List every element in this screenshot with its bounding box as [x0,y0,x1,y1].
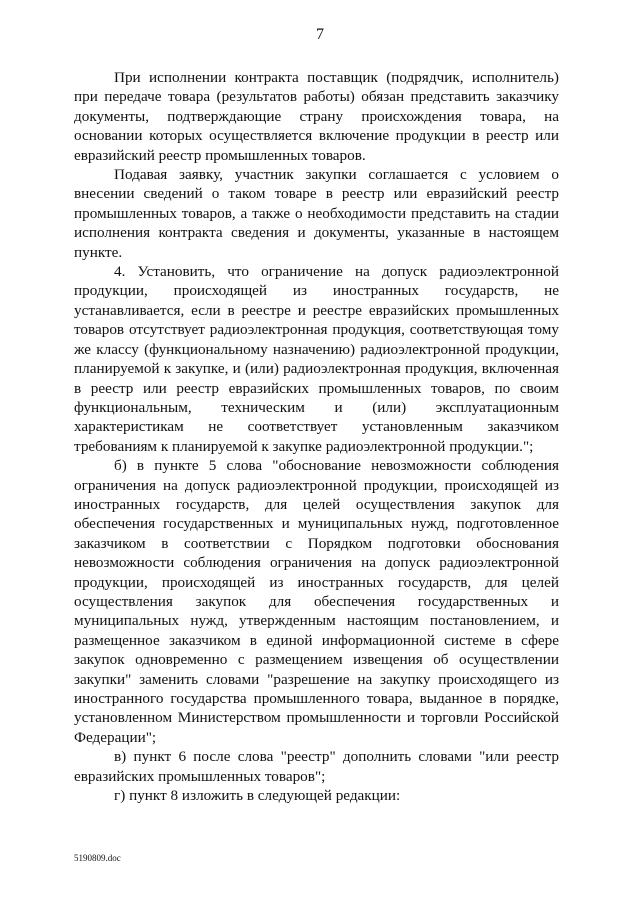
document-body [74,68,559,805]
file-name-footer: 5190809.doc [74,853,121,863]
paragraph-subitem-b: б) в пункте 5 слова "обоснование невозможности соблюдения ограничения на допуск радиоэлектронной продукции, происходящей из иностранных государств, для целей осуществления закупок для обеспечения государственных и муниципальных нужд, подготовленное заказчиком в соответствии с Порядком подготовки обоснования невозможности соблюдения ограничения на допуск радиоэлектронной продукции, происходящей из иностранных государств, для целей осуществления закупок для обеспечения государственных и муниципальных нужд, утвержденным настоящим постановлением, и размещенное заказчиком в единой информационной системе в сфере закупок одновременно с размещением извещения об осуществлении закупки" заменить словами "разрешение на закупку происходящего из иностранного государства промышленного товара, выданное в порядке, установленном Министерством промышленности и торговли Российской Федерации"; [74,457,559,746]
paragraph-item-4: 4. Установить, что ограничение на допуск радиоэлектронной продукции, происходящей из иностранных государств, не устанавливается, если в реестре и реестре евразийских промышленных товаров отсутствует радиоэлектронная продукция, соответствующая тому же классу (функциональному назначению) радиоэлектронной продукции, планируемой к закупке, и (или) радиоэлектронная продукция, включенная в реестр или реестр евразийских промышленных товаров, по своим функциональным, техническим и (или) эксплуатационным характеристикам не соответствует установленным заказчиком требованиям к планируемой к закупке радиоэлектронной продукции."; [74,263,559,455]
page-number: 7 [316,26,324,43]
paragraph-subitem-v: в) пункт 6 после слова "реестр" дополнить словами "или реестр евразийских промышленных товаров"; [74,748,559,785]
paragraph-subitem-g: г) пункт 8 изложить в следующей редакции: [114,787,401,805]
paragraph-contract-documents: При исполнении контракта поставщик (подрядчик, исполнитель) при передаче товара (результатов работы) обязан представить заказчику документы, подтверждающие страну происхождения товара, на основании которых осуществляется включение продукции в реестр или евразийский реестр промышленных товаров. [74,69,559,164]
paragraph-application-consent: Подавая заявку, участник закупки соглашается с условием о внесении сведений о таком товаре в реестр или евразийский реестр промышленных товаров, а также о необходимости представить на стадии исполнения контракта сведения и документы, указанные в настоящем пункте. [74,166,559,261]
